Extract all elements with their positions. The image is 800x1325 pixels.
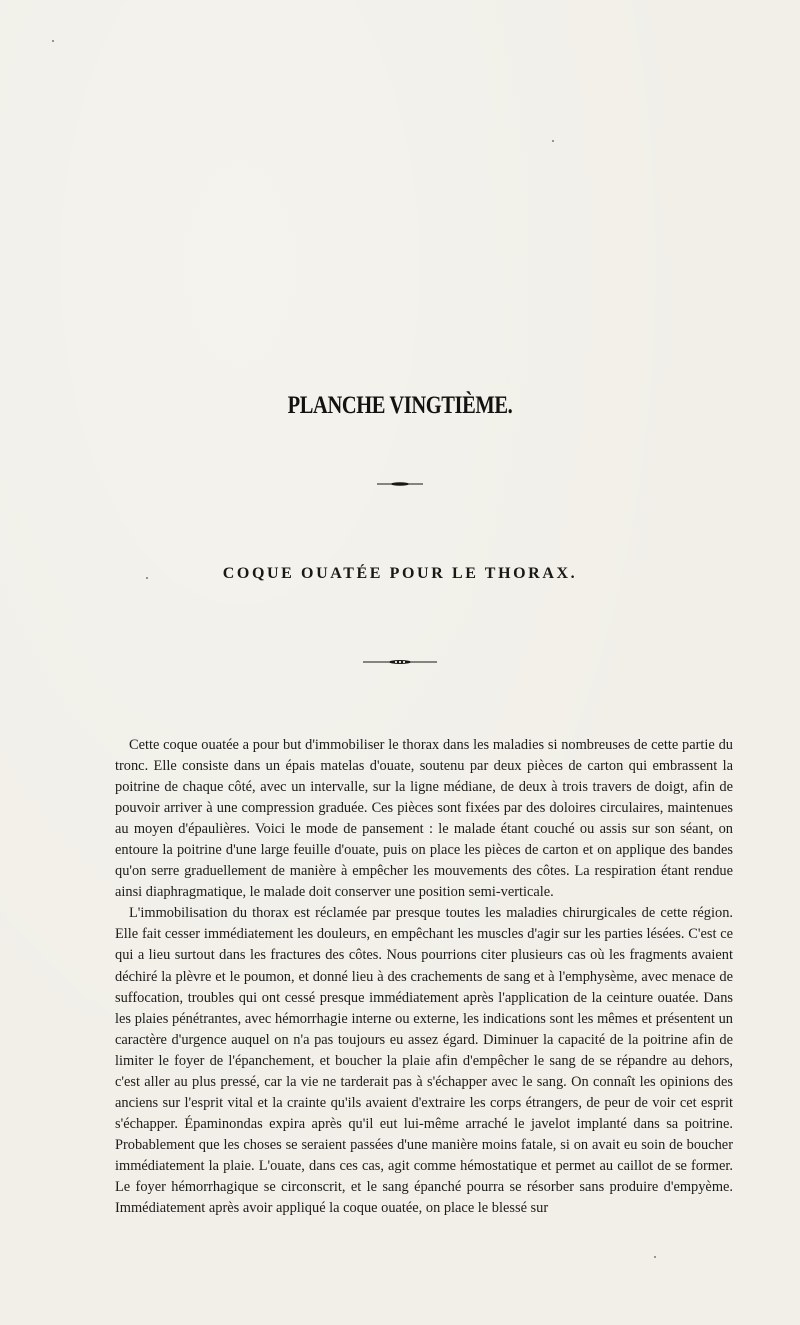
ornamental-rule-icon	[363, 658, 437, 666]
paper-speck	[654, 1256, 656, 1258]
ornamental-rule	[0, 480, 800, 488]
plate-title: PLANCHE VINGTIÈME.	[287, 392, 513, 419]
paragraph: L'immobilisation du thorax est réclamée par presque toutes les maladies chirurgicales de cette région. Elle fait cesser immédiatement les douleurs, en empêchant les muscles d'agir sur les parties lésées. C'est ce qui a lieu surtout dans les fractures des côtes. Nous pourrions citer plusieurs cas où les fragments avaient déchiré la plèvre et le poumon, et donné lieu à des crachements de sang et à l'emphysème, avec menace de suffocation, troubles qui ont cessé presque immédiatement après l'application de la ceinture ouatée. Dans les plaies pénétrantes, avec hémorrhagie interne ou externe, les indications sont les mêmes et présentent un caractère d'urgence auquel on n'a pas toujours eu assez égard. Diminuer la capacité de la poitrine afin de limiter le foyer de l'épanchement, et boucher la plaie afin d'empêcher le sang de se répandre au dehors, c'est aller au plus pressé, car la vie ne tarderait pas à s'échapper avec le sang. On connaît les opinions des anciens sur l'esprit vital et la crainte qu'ils avaient d'extraire les corps étrangers, de peur de voir cet esprit s'échapper. Épaminondas expira après qu'il eut lui-même arraché le javelot implanté dans sa poitrine. Probablement que les choses se seraient passées d'une manière moins fatale, si on avait eu soin de boucher immédiatement la plaie. L'ouate, dans ces cas, agit comme hémostatique et permet au caillot de se former. Le foyer hémorrhagique se circonscrit, et le sang épanché pourra se résorber sans produire d'empyème. Immédiatement après avoir appliqué la coque ouatée, on place le blessé sur	[115, 905, 733, 1217]
body-text	[115, 735, 733, 1219]
ornamental-rule-icon	[377, 480, 423, 488]
paper-speck	[52, 40, 54, 42]
paragraph: Cette coque ouatée a pour but d'immobiliser le thorax dans les maladies si nombreuses de cette partie du tronc. Elle consiste dans un épais matelas d'ouate, soutenu par deux pièces de carton qui embrassent la poitrine de chaque côté, avec un intervalle, sur la ligne médiane, de deux à trois travers de doigt, afin de pouvoir arriver à une compression graduée. Ces pièces sont fixées par des doloires circulaires, maintenues au moyen d'épaulières. Voici le mode de pansement : le malade étant couché ou assis sur son séant, on entoure la poitrine d'une large feuille d'ouate, puis on place les pièces de carton et on applique des bandes qu'on serre graduellement de manière à empêcher les mouvements des côtes. La respiration étant rendue ainsi diaphragmatique, le malade doit conserver une position semi-verticale.	[115, 737, 733, 901]
ornamental-rule	[0, 658, 800, 666]
section-title: COQUE OUATÉE POUR LE THORAX.	[222, 565, 578, 582]
paper-speck	[552, 140, 554, 142]
